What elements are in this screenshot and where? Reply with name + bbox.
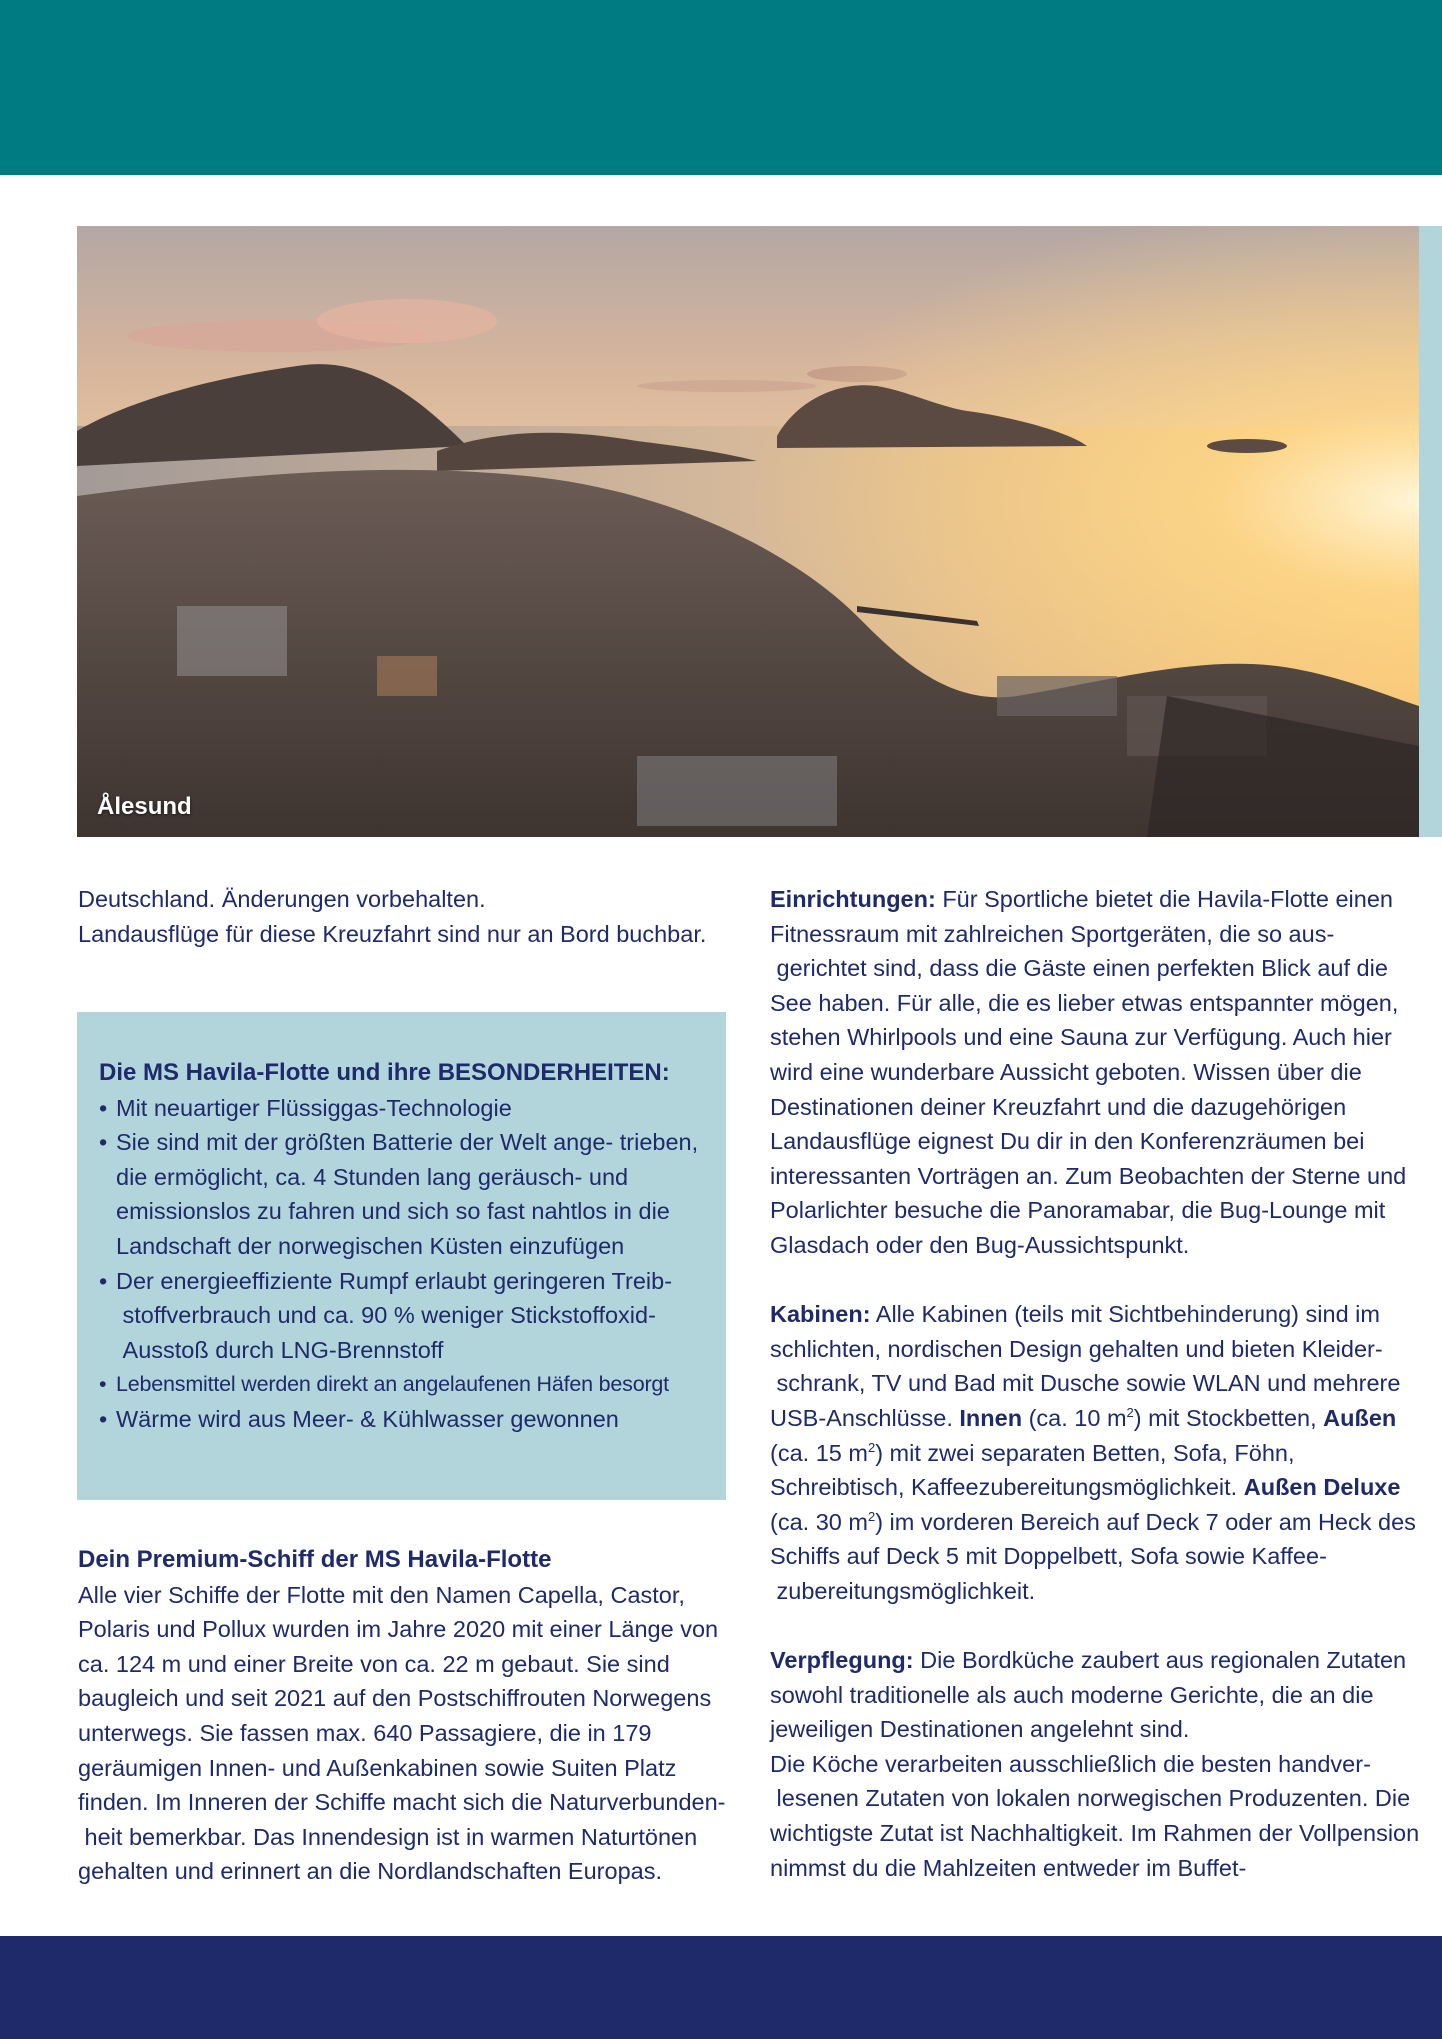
intro-text — [78, 882, 738, 951]
aussen-text: ) mit zwei separaten Betten, Sofa, Föhn, Schreibtisch, Kaffeezubereitungsmöglichkeit. — [770, 1439, 1295, 1501]
intro-line-1: Deutschland. Änderungen vorbehalten. — [78, 886, 486, 912]
innen-size: (ca. 10 m — [1022, 1404, 1127, 1431]
list-item: • Lebensmittel werden direkt an angelaufenen Häfen besorgt — [99, 1367, 706, 1402]
einrichtungen-text: Für Sportliche bietet die Havila-Flotte einen Fitnessraum mit zahlreichen Sportgeräten, die so aus- gerichtet sind, dass die Gäste einen perfekten Blick auf die See haben. Für alle, die es lieber etwas entspannter mögen, stehen Whirlpools und eine Sauna zur Verfügung. Auch hier wird eine wunderbare Aussicht geboten. Wissen über die Destinationen deiner Kreuzfahrt und die dazugehörigen Landausflüge eignest Du dir in den Konferenzräumen bei interessanten Vorträgen an. Zum Beobachten der Sterne und Polarlichter besuche die Panoramabar, die Bug-Lounge mit Glasdach oder den Bug-Aussichtspunkt. — [770, 886, 1407, 1258]
premium-ship-text: Alle vier Schiffe der Flotte mit den Namen Capella, Castor, Polaris und Pollux wurden im Jahre 2020 mit einer Länge von ca. 124 m und einer Breite von ca. 22 m gebaut. Sie sind baugleich und seit 2021 auf den Postschiffrouten Norwegens unterwegs. Sie fassen max. 640 Passagiere, die in 179 geräumigen Innen- und Außenkabinen sowie Suiten Platz finden. Im Inneren der Schiffe macht sich die Naturverbunden- heit bemerkbar. Das Innendesign ist in warmen Naturtönen gehalten und erinnert an die Nordlandschaften Europas. — [78, 1581, 726, 1885]
list-item: • Wärme wird aus Meer- & Kühlwasser gewonnen — [99, 1402, 706, 1437]
bottom-color-band — [0, 1936, 1442, 2039]
list-item: • Sie sind mit der größten Batterie der Welt ange- trieben, die ermöglicht, ca. 4 Stunden lang geräusch- und emissionslos zu fahren und sich so fast nahtlos in die Landschaft der norwegischen Küsten einzufügen — [99, 1125, 706, 1263]
list-item: • Mit neuartiger Flüssiggas-Technologie — [99, 1091, 706, 1126]
innen-label: Innen — [959, 1404, 1023, 1431]
einrichtungen-paragraph — [770, 882, 1420, 1263]
alesund-photo — [77, 226, 1419, 837]
superscript: 2 — [867, 1439, 876, 1455]
aussen-label: Außen — [1323, 1404, 1397, 1431]
kabinen-paragraph — [770, 1297, 1420, 1608]
superscript: 2 — [867, 1508, 876, 1524]
intro-line-2: Landausflüge für diese Kreuzfahrt sind nur an Bord buchbar. — [78, 920, 707, 947]
innen-text: ) mit Stockbetten, — [1133, 1404, 1324, 1431]
kabinen-label: Kabinen: — [770, 1301, 871, 1328]
verpflegung-text-1: Die Bordküche zaubert aus regionalen Zutaten sowohl traditionelle als auch moderne Gerichte, die an die jeweiligen Destinationen angelehnt sind. — [770, 1647, 1407, 1743]
right-column — [770, 882, 1420, 1885]
list-item: • Der energieeffiziente Rumpf erlaubt geringeren Treib- stoffverbrauch und ca. 90 % weniger Stickstoffoxid- Ausstoß durch LNG-Brennstoff — [99, 1264, 706, 1368]
highlights-list — [99, 1091, 706, 1437]
top-color-band — [0, 0, 1442, 175]
verpflegung-label: Verpflegung: — [770, 1647, 914, 1674]
highlights-box — [77, 1012, 726, 1500]
superscript: 2 — [1126, 1405, 1134, 1421]
photo-caption: Ålesund — [97, 793, 192, 820]
verpflegung-paragraph — [770, 1643, 1420, 1885]
sunset-landscape-image — [77, 226, 1419, 837]
deluxe-text: ) im vorderen Bereich auf Deck 7 oder am Heck des Schiffs auf Deck 5 mit Doppelbett, Sofa sowie Kaffee- zubereitungsmöglichkeit. — [770, 1508, 1416, 1604]
deluxe-size: (ca. 30 m — [770, 1508, 868, 1535]
side-accent-strip — [1419, 226, 1442, 837]
deluxe-label: Außen Deluxe — [1243, 1474, 1401, 1501]
verpflegung-text-2: Die Köche verarbeiten ausschließlich die besten handver- lesenen Zutaten von lokalen norwegischen Produzenten. Die wichtigste Zutat ist Nachhaltigkeit. Im Rahmen der Vollpension nimmst du die Mahlzeiten entweder im Buffet- — [770, 1750, 1420, 1881]
premium-ship-title: Dein Premium-Schiff der MS Havila-Flotte — [78, 1546, 552, 1573]
aussen-size: (ca. 15 m — [770, 1439, 868, 1466]
highlights-title: Die MS Havila-Flotte und ihre BESONDERHEITEN: — [99, 1059, 670, 1086]
premium-ship-section — [78, 1543, 738, 1889]
einrichtungen-label: Einrichtungen: — [770, 886, 936, 912]
kabinen-text: Alle Kabinen (teils mit Sichtbehinderung) sind im schlichten, nordischen Design gehalten und bieten Kleider- schrank, TV und Bad mit Dusche sowie WLAN und mehrere USB-Anschlüsse. — [770, 1301, 1401, 1431]
